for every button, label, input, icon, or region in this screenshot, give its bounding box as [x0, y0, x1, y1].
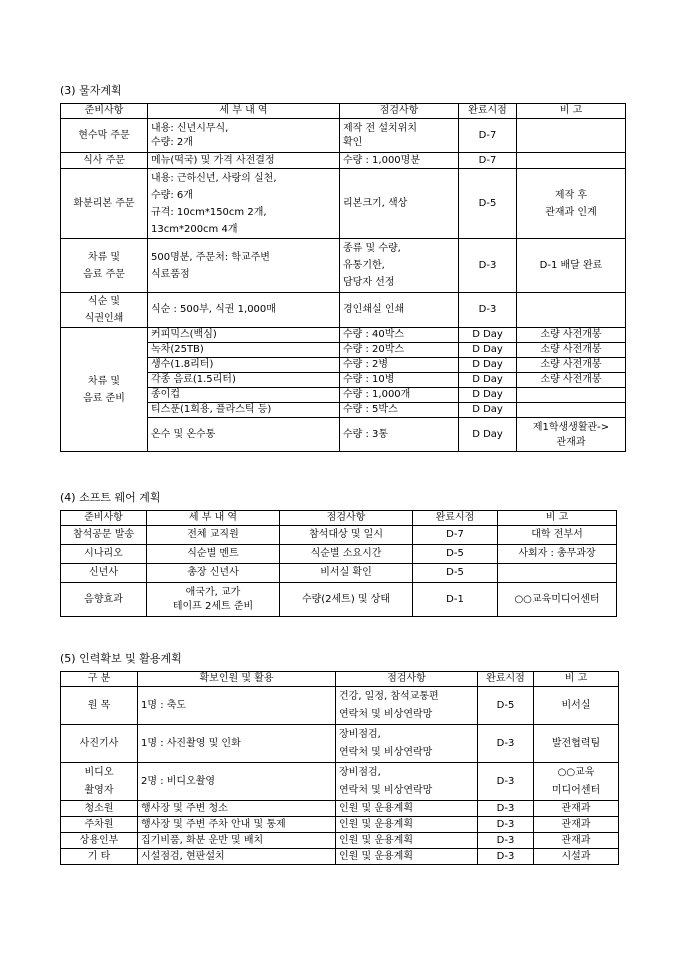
item-cell: 청소원 — [61, 801, 138, 817]
note-cell: 비서실 — [534, 687, 619, 725]
time-cell: D-5 — [478, 687, 534, 725]
note-line: 제작 후 — [554, 189, 588, 201]
header-cell: 비 고 — [498, 511, 617, 526]
header-cell: 점검사항 — [280, 511, 413, 526]
note-cell — [517, 169, 626, 239]
table-row — [61, 833, 619, 849]
time-cell: D Day — [459, 388, 517, 403]
check-line: 장비점검, — [339, 766, 381, 778]
check-cell: 비서실 확인 — [280, 564, 413, 583]
detail-cell: 녹차(25TB) — [148, 343, 340, 358]
header-cell: 준비사항 — [61, 511, 147, 526]
note-cell — [517, 403, 626, 418]
note-cell: 소량 사전개봉 — [517, 328, 626, 343]
time-cell: D Day — [459, 373, 517, 388]
item-line: 식권인쇄 — [84, 313, 124, 324]
table-row — [61, 817, 619, 833]
item-cell: 식사 주문 — [61, 153, 148, 169]
note-cell: ○○교육미디어센터 — [498, 583, 617, 617]
software-table — [60, 510, 617, 617]
check-cell: 수량 : 5박스 — [340, 403, 459, 418]
header-cell: 세 부 내 역 — [147, 511, 280, 526]
note-cell: 관재과 — [534, 833, 619, 849]
check-line: 장비점검, — [339, 728, 381, 740]
check-line: 유통기한, — [343, 260, 385, 271]
note-cell: D-1 배달 완료 — [517, 239, 626, 293]
time-cell: D-5 — [413, 545, 498, 564]
time-cell: D Day — [459, 358, 517, 373]
item-cell: 원 목 — [61, 687, 138, 725]
note-cell — [517, 293, 626, 328]
item-cell — [61, 293, 148, 328]
check-cell: 인원 및 운용계획 — [336, 801, 478, 817]
detail-cell: 식순 : 500부, 식권 1,000매 — [148, 293, 340, 328]
detail-line: 500명분, 주문처: 학교주변 — [151, 251, 270, 263]
detail-cell: 식순별 멘트 — [147, 545, 280, 564]
header-cell: 완료시점 — [459, 104, 517, 119]
item-cell — [61, 763, 138, 801]
table-row — [61, 725, 619, 763]
item-line: 비디오 — [84, 766, 114, 778]
note-line: 제1학생생활관-> — [532, 421, 610, 433]
detail-cell: 행사장 및 주변 청소 — [138, 801, 336, 817]
check-line: 제작 전 설치위치 — [343, 122, 417, 134]
detail-line: 애국가, 교가 — [185, 586, 241, 598]
detail-cell: 생수(1.8리터) — [148, 358, 340, 373]
check-cell — [340, 239, 459, 293]
header-cell: 세 부 내 역 — [148, 104, 340, 119]
item-cell: 신년사 — [61, 564, 147, 583]
detail-line: 식료품점 — [151, 268, 190, 280]
note-cell: 관재과 — [534, 801, 619, 817]
item-cell: 참석공문 발송 — [61, 526, 147, 545]
check-cell: 수량 : 40박스 — [340, 328, 459, 343]
detail-cell: 시설점검, 현판설치 — [138, 849, 336, 865]
detail-line: 13cm*200cm 4개 — [151, 223, 238, 235]
header-cell: 비 고 — [517, 104, 626, 119]
table-row — [61, 526, 617, 545]
time-cell: D-3 — [478, 817, 534, 833]
item-line: 식순 및 — [87, 296, 121, 307]
table-row — [61, 801, 619, 817]
time-cell: D Day — [459, 343, 517, 358]
time-cell: D-3 — [478, 725, 534, 763]
note-line: 관재과 인계 — [545, 206, 597, 218]
item-line: 음료 준비 — [83, 392, 125, 404]
check-cell — [336, 763, 478, 801]
check-cell: 경인쇄실 인쇄 — [340, 293, 459, 328]
detail-line: 수량: 2개 — [151, 136, 193, 148]
time-cell: D-7 — [413, 526, 498, 545]
check-cell: 리본크기, 색상 — [340, 169, 459, 239]
item-cell: 음향효과 — [61, 583, 147, 617]
time-cell: D-3 — [459, 239, 517, 293]
header-cell: 준비사항 — [61, 104, 148, 119]
note-line: 관재과 — [556, 436, 586, 448]
table-row — [61, 763, 619, 801]
staffing-table — [60, 671, 619, 865]
table-header-row — [61, 672, 619, 687]
detail-line: 수량: 6개 — [151, 189, 193, 201]
check-line: 연락처 및 비상연락망 — [339, 708, 433, 720]
section-4-title: (4) 소프트 웨어 계획 — [60, 491, 161, 504]
table-row — [61, 239, 626, 293]
detail-cell: 커피믹스(백심) — [148, 328, 340, 343]
item-cell — [61, 239, 148, 293]
table-row — [61, 169, 626, 239]
table-row — [61, 545, 617, 564]
detail-cell: 행사장 및 주변 주차 안내 및 통제 — [138, 817, 336, 833]
note-cell: 관재과 — [534, 817, 619, 833]
item-line: 차류 및 — [87, 375, 121, 387]
item-line: 음료 주문 — [83, 268, 125, 280]
check-line: 확인 — [343, 136, 363, 148]
check-cell: 수량 : 20박스 — [340, 343, 459, 358]
table-row — [61, 153, 626, 169]
detail-cell — [147, 583, 280, 617]
check-cell: 수량 : 1,000개 — [340, 388, 459, 403]
time-cell: D-5 — [459, 169, 517, 239]
time-cell: D-3 — [459, 293, 517, 328]
time-cell: D-3 — [478, 849, 534, 865]
check-cell: 수량 : 3통 — [340, 418, 459, 452]
check-cell — [340, 119, 459, 153]
table-header-row — [61, 104, 626, 119]
time-cell: D Day — [459, 418, 517, 452]
table-row — [61, 849, 619, 865]
check-cell — [336, 725, 478, 763]
item-line: 촬영자 — [84, 784, 114, 796]
check-cell: 식순별 소요시간 — [280, 545, 413, 564]
detail-cell: 온수 및 온수통 — [148, 418, 340, 452]
note-line: 미디어센터 — [551, 784, 601, 796]
detail-cell: 메뉴(떡국) 및 가격 사전결정 — [148, 153, 340, 169]
item-cell — [61, 328, 148, 452]
check-line: 건강, 일정, 참석교통편 — [339, 690, 439, 702]
time-cell: D-5 — [413, 564, 498, 583]
detail-cell — [148, 239, 340, 293]
note-cell: 대학 전부서 — [498, 526, 617, 545]
table-row — [61, 687, 619, 725]
header-cell: 점검사항 — [340, 104, 459, 119]
header-cell: 점검사항 — [336, 672, 478, 687]
time-cell: D Day — [459, 403, 517, 418]
table-row — [61, 583, 617, 617]
check-cell: 수량(2세트) 및 상태 — [280, 583, 413, 617]
table-row — [61, 564, 617, 583]
detail-cell: 집기비품, 화분 운반 및 배치 — [138, 833, 336, 849]
detail-cell: 1명 : 축도 — [138, 687, 336, 725]
time-cell: D Day — [459, 328, 517, 343]
detail-line: 내용: 신년시무식, — [151, 122, 229, 134]
detail-cell: 전체 교직원 — [147, 526, 280, 545]
detail-line: 내용: 근하신년, 사랑의 실천, — [151, 172, 277, 184]
time-cell: D-1 — [413, 583, 498, 617]
check-line: 담당자 선정 — [343, 277, 395, 288]
note-cell — [498, 564, 617, 583]
table-row — [61, 293, 626, 328]
section-3-title: (3) 물자계획 — [60, 84, 122, 97]
check-cell: 수량 : 2병 — [340, 358, 459, 373]
time-cell: D-7 — [459, 153, 517, 169]
detail-cell: 종이컵 — [148, 388, 340, 403]
check-cell: 수량 : 1,000명분 — [340, 153, 459, 169]
detail-cell — [148, 169, 340, 239]
detail-line: 규격: 10cm*150cm 2개, — [151, 206, 267, 218]
time-cell: D-3 — [478, 763, 534, 801]
note-cell: 소량 사전개봉 — [517, 358, 626, 373]
note-cell — [534, 763, 619, 801]
note-line: ○○교육 — [557, 766, 595, 778]
detail-cell — [148, 119, 340, 153]
header-cell: 구 분 — [61, 672, 138, 687]
check-line: 연락처 및 비상연락망 — [339, 784, 433, 796]
detail-line: 테이프 2세트 준비 — [172, 600, 254, 612]
note-cell: 발전협력팀 — [534, 725, 619, 763]
item-cell: 현수막 주문 — [61, 119, 148, 153]
item-cell: 화분리본 주문 — [61, 169, 148, 239]
note-cell — [517, 388, 626, 403]
item-cell: 시나리오 — [61, 545, 147, 564]
check-line: 연락처 및 비상연락망 — [339, 746, 433, 758]
time-cell: D-3 — [478, 833, 534, 849]
note-cell: 소량 사전개봉 — [517, 343, 626, 358]
note-cell — [517, 418, 626, 452]
check-cell: 참석대상 및 일시 — [280, 526, 413, 545]
detail-cell: 각종 음료(1.5리터) — [148, 373, 340, 388]
detail-cell: 티스푼(1회용, 플라스틱 등) — [148, 403, 340, 418]
table-row — [61, 328, 626, 343]
note-cell: 시설과 — [534, 849, 619, 865]
item-line: 차류 및 — [87, 251, 121, 263]
check-cell: 인원 및 운용계획 — [336, 849, 478, 865]
supplies-table — [60, 103, 626, 452]
detail-cell: 1명 : 사진촬영 및 인화 — [138, 725, 336, 763]
time-cell: D-7 — [459, 119, 517, 153]
item-cell: 기 타 — [61, 849, 138, 865]
table-header-row — [61, 511, 617, 526]
note-cell: 소량 사전개봉 — [517, 373, 626, 388]
item-cell: 주차원 — [61, 817, 138, 833]
item-cell: 상용인부 — [61, 833, 138, 849]
note-cell: 사회자 : 총무과장 — [498, 545, 617, 564]
detail-cell: 총장 신년사 — [147, 564, 280, 583]
check-cell — [336, 687, 478, 725]
check-cell: 수량 : 10병 — [340, 373, 459, 388]
note-cell — [517, 119, 626, 153]
check-cell: 인원 및 운용계획 — [336, 833, 478, 849]
detail-cell: 2명 : 비디오촬영 — [138, 763, 336, 801]
header-cell: 완료시점 — [413, 511, 498, 526]
check-cell: 인원 및 운용계획 — [336, 817, 478, 833]
header-cell: 확보인원 및 활용 — [138, 672, 336, 687]
item-cell: 사진기사 — [61, 725, 138, 763]
table-row — [61, 119, 626, 153]
header-cell: 비 고 — [534, 672, 619, 687]
header-cell: 완료시점 — [478, 672, 534, 687]
time-cell: D-3 — [478, 801, 534, 817]
check-line: 종류 및 수량, — [343, 243, 401, 254]
note-cell — [517, 153, 626, 169]
section-5-title: (5) 인력확보 및 활용계획 — [60, 652, 182, 665]
